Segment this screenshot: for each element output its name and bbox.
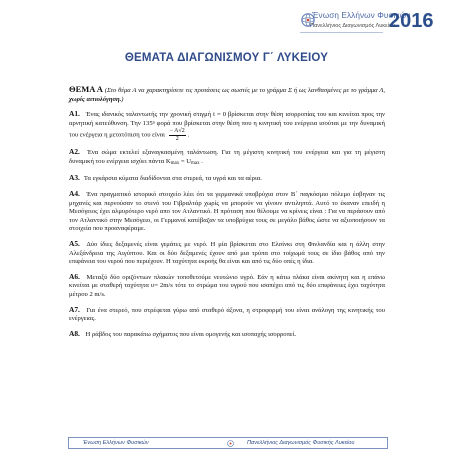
fraction	[169, 128, 186, 142]
document-body	[69, 85, 385, 345]
page-title: ΘΕΜΑΤΑ ΔΙΑΓΩΝΙΣΜΟΥ Γ΄ ΛΥΚΕΙΟΥ	[124, 52, 329, 64]
question-text: Η ράβδος του παρακάτω σχήματος που είναι ομογενής και ισοπαχής ισορροπεί.	[85, 330, 297, 338]
competition-name: Πανελλήνιος Διαγωνισμός Λυκείου	[310, 23, 396, 29]
fraction-denominator: 2	[175, 135, 179, 142]
section-intro	[69, 85, 385, 104]
question-number: Α8.	[69, 328, 80, 338]
question-a2: Α2. Ένα σώμα εκτελεί εξαναγκασμένη ταλάντωση. Για τη μέγιστη κινητική του ενέργεια και για τη μέγιστη δυναμική του ενέργεια ισχύει πάντα $K_{max} = U_{max}$ .	[69, 147, 385, 166]
question-a6	[69, 273, 385, 300]
question-number: Α5.	[69, 238, 80, 248]
question-a7	[69, 306, 385, 324]
question-number: Α6.	[69, 271, 80, 281]
question-a8	[69, 330, 385, 340]
org-name: Ένωση Ελλήνων Φυσικών	[312, 11, 411, 20]
question-text: Ένα πραγματικό ιστορικό στοιχείο λέει ότι τα γερμανικά υποβρύχια στον Β΄ παγκόσμιο πόλεμο έσβηναν τις μηχανές και περνούσαν το στενό του Γιβραλτάρ χωρίς να μπορούν να γίνουν αντιληπτά. Αυτό το έκαναν επειδή η Μεσόγειος έχει αλμυρότερο νερό απο τον Ατλαντικό. Η πρόταση που θέλουμε να κρίνεις είναι : Για να περάσουν από τον Ατλαντικό στην Μεσόγειο, οι Γερμανοί κατέβαζαν τα υποβρύχια τους σε μεγάλο βάθος ώστε να αξιοποιήσουν τα στοιχεία που προαναφέραμε.	[69, 190, 385, 233]
footer-logo-icon	[227, 440, 234, 447]
question-text: Ένας ιδανικός ταλαντωτής την χρονική στιγμή t = 0 βρίσκεται στην θέση ισορροπίας του και κινείται προς την αρνητική κατεύθυνση. Την 135ⁿ φορά που βρίσκεται στην θέση που η κινητική του ενέργεια ισούται με την δυναμική του ενέργεια η μετατόπιση του είναι	[69, 111, 386, 139]
question-a1: Α1. Ένας ιδανικός ταλαντωτής την χρονική στιγμή t = 0 βρίσκεται στην θέση ισορροπίας του και κινείται προς την αρνητική κατεύθυνση. Την 135ⁿ φορά που βρίσκεται στην θέση που η κινητική του ενέργεια ισούται με την δυναμική του ενέργεια η μετατόπιση του είναι $\frac{- A√2}{2}$ .	[69, 109, 386, 142]
year-label: 2016	[389, 10, 434, 32]
footer-competition-name: Πανελλήνιος Διαγωνισμός Φυσικής Λυκείου	[247, 440, 355, 446]
question-a5	[69, 240, 385, 267]
question-number: Α1.	[69, 109, 80, 119]
section-instructions: (Στο θέμα Α να χαρακτηρίσετε τις προτάσεις ως σωστές με το γράμμα Σ ή ως λανθασμένες με το γράμμα Λ, χωρίς αιτιολόγηση.)	[69, 87, 385, 103]
header	[0, 6, 453, 40]
fraction-numerator: − A√2	[169, 128, 185, 135]
question-a4	[69, 190, 385, 234]
question-text: Μεταξύ δύο οριζόντιων πλακών τοποθετούμε νευτώνιο υγρό. Εάν η κάτω πλάκα είναι ακίνητη και η επάνω κινείται με σταθερή ταχύτητα υ= 2m/s τότε το στρώμα του υγρού που ισαπέχει από τις δύο επιφάνειες έχει ταχύτητα μέτρου 2 m/s.	[69, 273, 386, 298]
footer	[68, 437, 388, 449]
question-a3	[69, 174, 385, 184]
question-number: Α2.	[69, 147, 80, 157]
section-heading: ΘΕΜΑ Α	[69, 84, 103, 94]
question-number: Α3.	[69, 173, 80, 183]
question-text: Δύο ίδιες δεξαμενές είναι γεμάτες με νερό. Η μία βρίσκεται στο Ελσίνκι στη Φινλανδία και η άλλη στην Αλεξάνδρεια της Αιγύπτου. Και οι δύο δεξαμενές έχουν από μια τρύπα στο τοίχωμά τους σε ίδιο βάθος από την επιφάνεια του νερού που περιέχουν. Η ταχύτητα εκροής θα είναι και από τις δύο οπές η ίδια.	[69, 240, 385, 266]
footer-org-name: Ένωση Ελλήνων Φυσικών	[83, 440, 149, 446]
question-number: Α7.	[69, 304, 80, 314]
question-text: Ένα σώμα εκτελεί εξαναγκασμένη ταλάντωση. Για τη μέγιστη κινητική του ενέργεια και για τη μέγιστη δυναμική του ενέργεια ισχύει πάντα K	[69, 149, 385, 165]
question-text: Για ένα στερεό, που στρέφεται γύρω από σταθερό άξονα, η στροφορμή του είναι ανάλογη της κινητικής του ενέργειας.	[69, 306, 385, 323]
question-text: Τα εγκάρσια κύματα διαδίδονται στα στερεά, τα υγρά και τα αέρια.	[83, 175, 262, 183]
header-divider	[300, 32, 383, 33]
question-number: Α4.	[69, 188, 80, 198]
